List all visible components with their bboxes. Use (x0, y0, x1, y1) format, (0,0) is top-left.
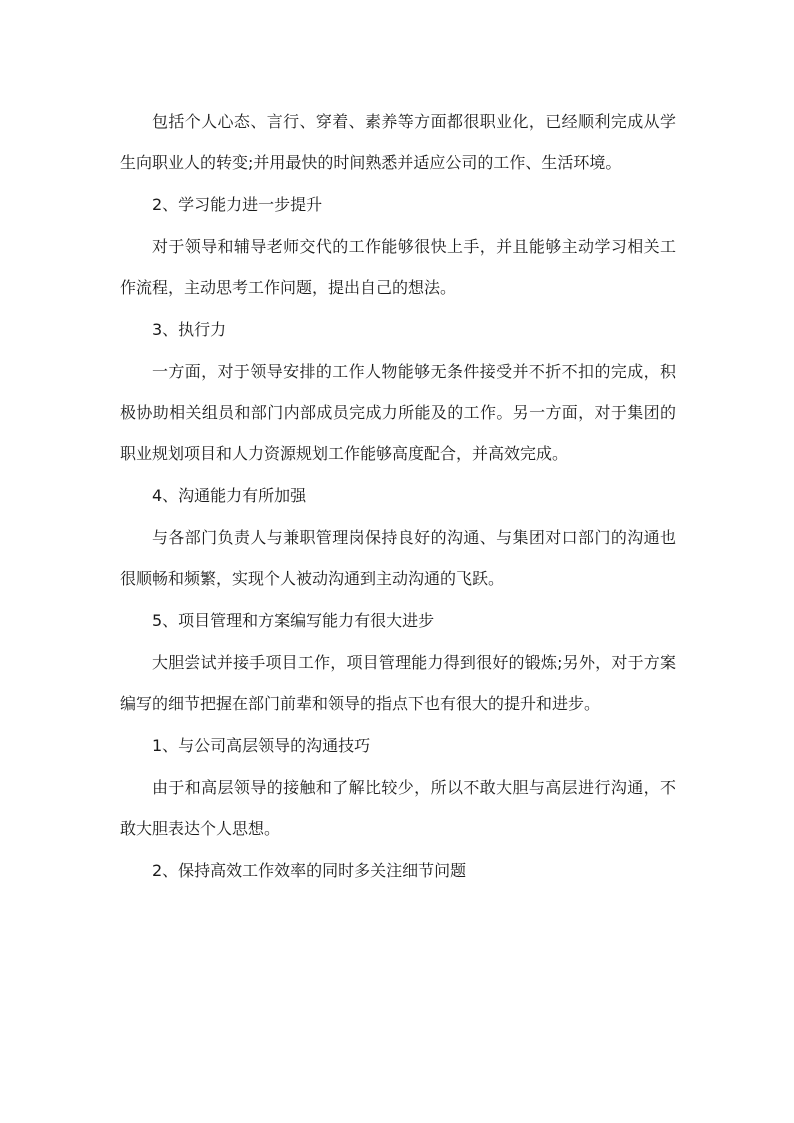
paragraph-execution: 一方面，对于领导安排的工作人物能够无条件接受并不折不扣的完成，积极协助相关组员和部门内部成员完成力所能及的工作。另一方面，对于集团的职业规划项目和人力资源规划工作能够高度配合，并高效完成。 (120, 362, 676, 463)
paragraph-learning-ability: 对于领导和辅导老师交代的工作能够很快上手，并且能够主动学习相关工作流程，主动思考工作问题，提出自己的想法。 (120, 237, 676, 297)
heading-efficiency-details: 2、保持高效工作效率的同时多关注细节问题 (152, 861, 467, 880)
document-body (120, 101, 676, 892)
heading-learning-ability: 2、学习能力进一步提升 (152, 195, 323, 214)
paragraph-communication: 与各部门负责人与兼职管理岗保持良好的沟通、与集团对口部门的沟通也很顺畅和频繁，实现个人被动沟通到主动沟通的飞跃。 (120, 528, 676, 588)
heading-execution: 3、执行力 (152, 320, 227, 339)
paragraph-professionalism: 包括个人心态、言行、穿着、素养等方面都很职业化，已经顺利完成从学生向职业人的转变;并用最快的时间熟悉并适应公司的工作、生活环境。 (120, 112, 676, 172)
heading-communication: 4、沟通能力有所加强 (152, 486, 307, 505)
paragraph-senior-communication: 由于和高层领导的接触和了解比较少，所以不敢大胆与高层进行沟通，不敢大胆表达个人思想。 (120, 778, 676, 838)
paragraph-project-management: 大胆尝试并接手项目工作，项目管理能力得到很好的锻炼;另外，对于方案编写的细节把握在部门前辈和领导的指点下也有很大的提升和进步。 (120, 653, 676, 713)
heading-project-management: 5、项目管理和方案编写能力有很大进步 (152, 611, 435, 630)
heading-senior-communication: 1、与公司高层领导的沟通技巧 (152, 736, 371, 755)
